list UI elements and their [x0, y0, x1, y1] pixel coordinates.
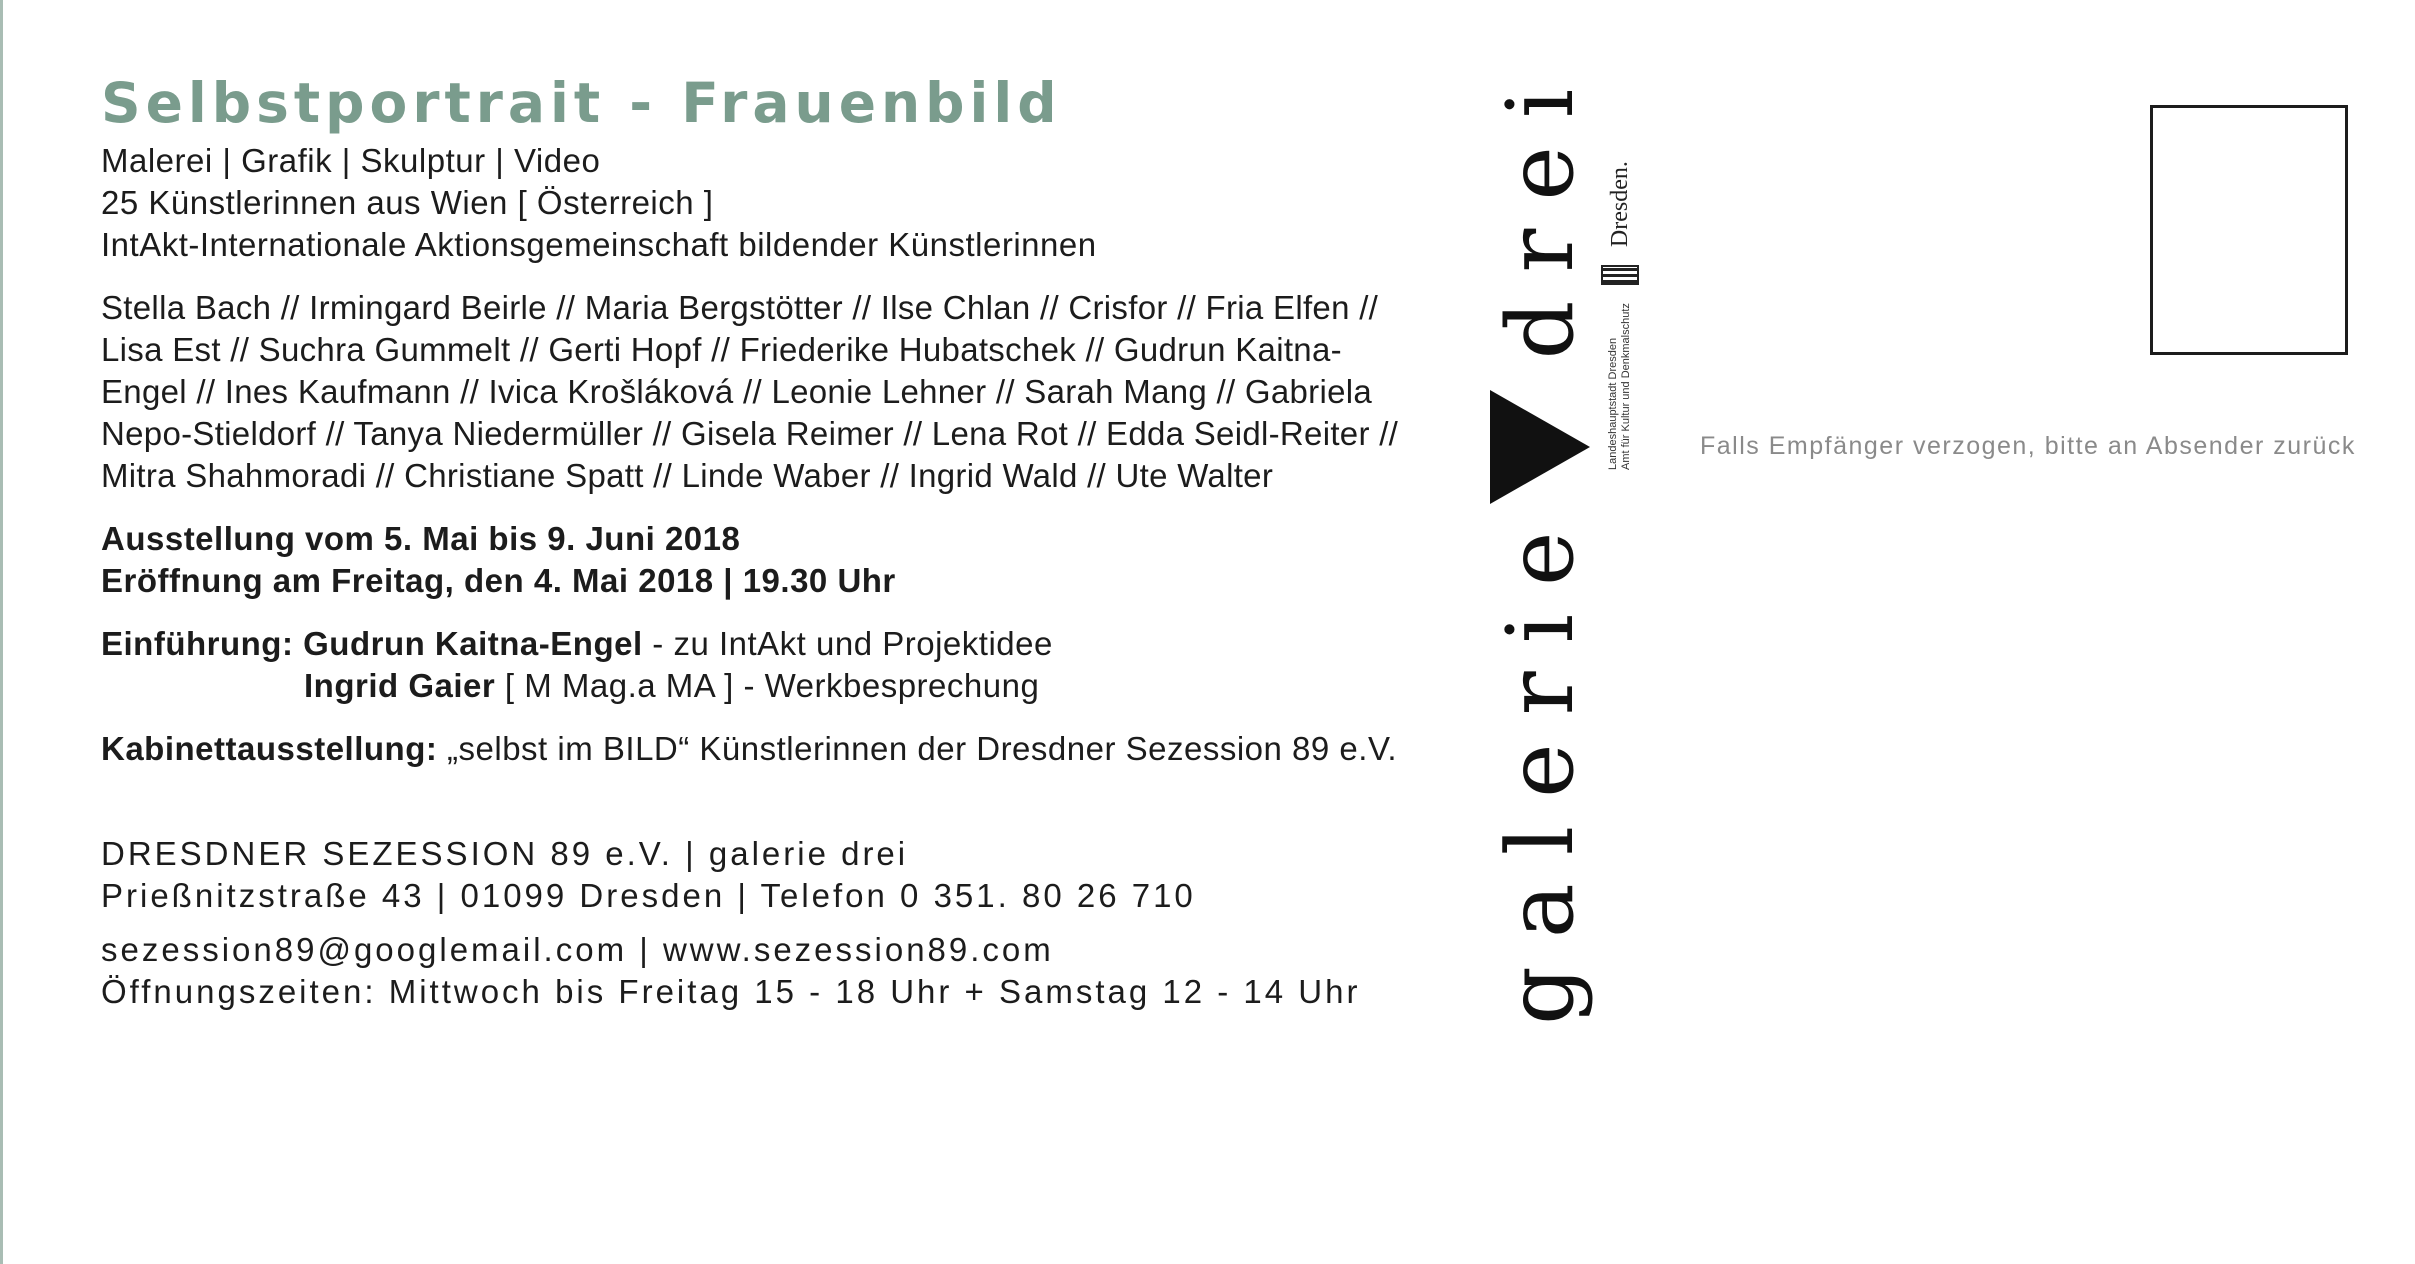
speaker-2-name: Ingrid Gaier — [304, 667, 496, 704]
sponsor-line-2: Amt für Kultur und Denkmalschutz — [1620, 303, 1632, 470]
sponsor-line-1: Landeshauptstadt Dresden — [1607, 337, 1619, 470]
sponsor-logo — [1590, 110, 1650, 470]
return-note: Falls Empfänger verzogen, bitte an Absender zurück — [1700, 432, 2356, 460]
triangle-icon — [1490, 390, 1590, 504]
artist-line: Stella Bach // Irmingard Beirle // Maria Bergstötter // Ilse Chlan // Crisfor // Fria Elfen // — [101, 289, 1379, 326]
exhibition-dates: Ausstellung vom 5. Mai bis 9. Juni 2018 — [101, 520, 741, 557]
logo-word-drei: drei — [1486, 60, 1594, 360]
contact-org: DRESDNER SEZESSION 89 e.V. | galerie drei — [101, 835, 909, 872]
left-edge-line — [0, 0, 3, 1264]
page-title: Selbstportrait - Frauenbild — [101, 71, 1062, 135]
speaker-2-topic: [ M Mag.a MA ] - Werkbesprechung — [495, 667, 1040, 704]
contact-web: sezession89@googlemail.com | www.sezession89.com — [101, 931, 1054, 968]
logo-word-galerie: galerie — [1486, 503, 1594, 1025]
artist-line: Lisa Est // Suchra Gummelt // Gerti Hopf // Friederike Hubatschek // Gudrun Kaitna- — [101, 331, 1342, 368]
opening-hours: Öffnungszeiten: Mittwoch bis Freitag 15 - 18 Uhr + Samstag 12 - 14 Uhr — [101, 973, 1361, 1010]
card-text — [101, 70, 1441, 1013]
contact-address: Prießnitzstraße 43 | 01099 Dresden | Telefon 0 351. 80 26 710 — [101, 877, 1196, 914]
artist-list — [101, 287, 1441, 497]
stamp-box — [2150, 105, 2348, 355]
cabinet-exhibition — [101, 728, 1441, 770]
introduction-line-1 — [101, 623, 1441, 665]
artist-line: Nepo-Stieldorf // Tanya Niedermüller // Gisela Reimer // Lena Rot // Edda Seidl-Reiter // — [101, 415, 1399, 452]
intro-line-intakt: IntAkt-Internationale Aktionsgemeinschaft bildender Künstlerinnen — [101, 226, 1097, 263]
intro-line-media: Malerei | Grafik | Skulptur | Video — [101, 142, 601, 179]
city-crest-icon — [1601, 265, 1639, 285]
introduction-label: Einführung: — [101, 625, 304, 662]
artist-line: Engel // Ines Kaufmann // Ivica Krošláková // Leonie Lehner // Sarah Mang // Gabriela — [101, 373, 1373, 410]
cabinet-label: Kabinettausstellung: — [101, 730, 448, 767]
sponsor-city: Dresden. — [1606, 161, 1633, 248]
sponsor-text — [1607, 303, 1633, 470]
intro-line-artists: 25 Künstlerinnen aus Wien [ Österreich ] — [101, 184, 714, 221]
speaker-1-name: Gudrun Kaitna-Engel — [303, 625, 643, 662]
speaker-1-topic: - zu IntAkt und Projektidee — [642, 625, 1053, 662]
artist-line: Mitra Shahmoradi // Christiane Spatt // Linde Waber // Ingrid Wald // Ute Walter — [101, 457, 1274, 494]
opening-date: Eröffnung am Freitag, den 4. Mai 2018 | 19.30 Uhr — [101, 562, 896, 599]
introduction-line-2 — [101, 665, 1441, 707]
cabinet-text: „selbst im BILD“ Künstlerinnen der Dresdner Sezession 89 e.V. — [447, 730, 1398, 767]
